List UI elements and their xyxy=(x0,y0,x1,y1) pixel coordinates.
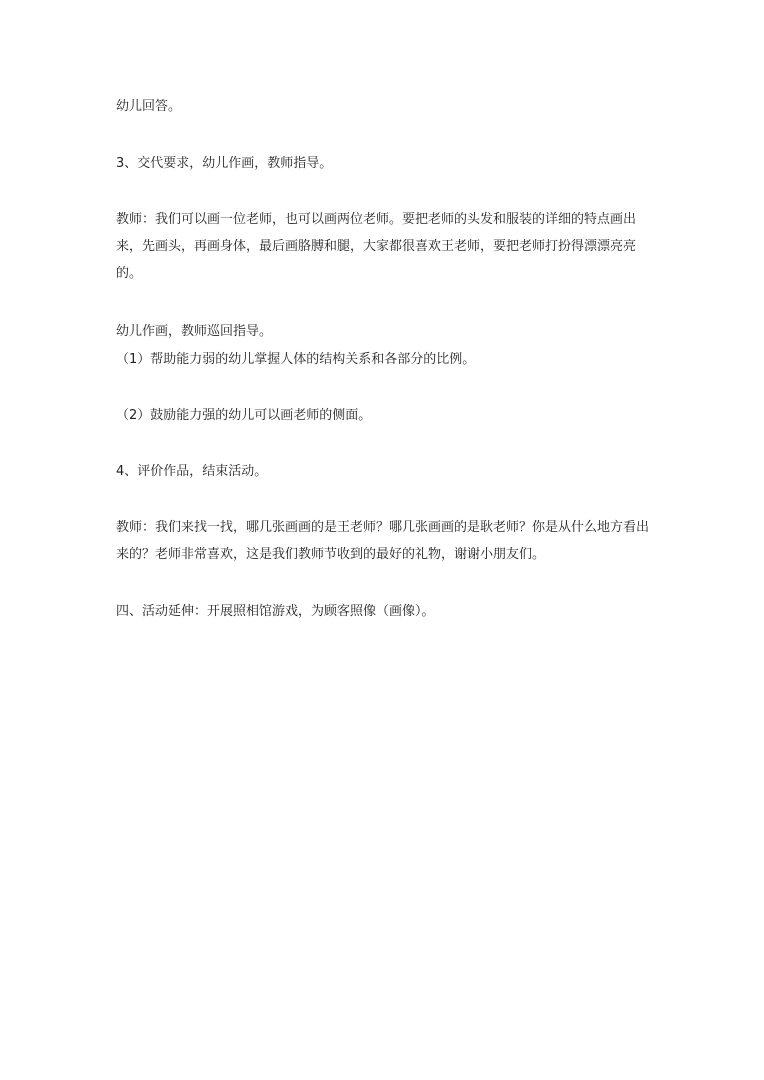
paragraph-children-drawing: 幼儿作画，教师巡回指导。 xyxy=(116,324,273,339)
paragraph-teacher-evaluation: 教师：我们来找一找，哪几张画画的是王老师？哪几张画画的是耿老师？你是从什么地方看出来的？老师非常喜欢，这是我们教师节收到的最好的礼物，谢谢小朋友们。 xyxy=(116,520,650,562)
step-4-heading: 4、评价作品，结束活动。 xyxy=(116,464,268,479)
paragraph-teacher-instructions: 教师：我们可以画一位老师，也可以画两位老师。要把老师的头发和服装的详细的特点画出来，先画头，再画身体，最后画胳膊和腿，大家都很喜欢王老师，要把老师打扮得漂漂亮亮的。 xyxy=(116,212,637,281)
paragraph-guidance-2: （2）鼓励能力强的幼儿可以画老师的侧面。 xyxy=(116,408,372,423)
step-3-heading: 3、交代要求，幼儿作画，教师指导。 xyxy=(116,156,333,171)
paragraph-children-answer: 幼儿回答。 xyxy=(116,99,182,114)
paragraph-activity-extension: 四、活动延伸：开展照相馆游戏，为顾客照像（画像）。 xyxy=(116,604,435,619)
paragraph-guidance-1: （1）帮助能力弱的幼儿掌握人体的结构关系和各部分的比例。 xyxy=(116,352,476,367)
